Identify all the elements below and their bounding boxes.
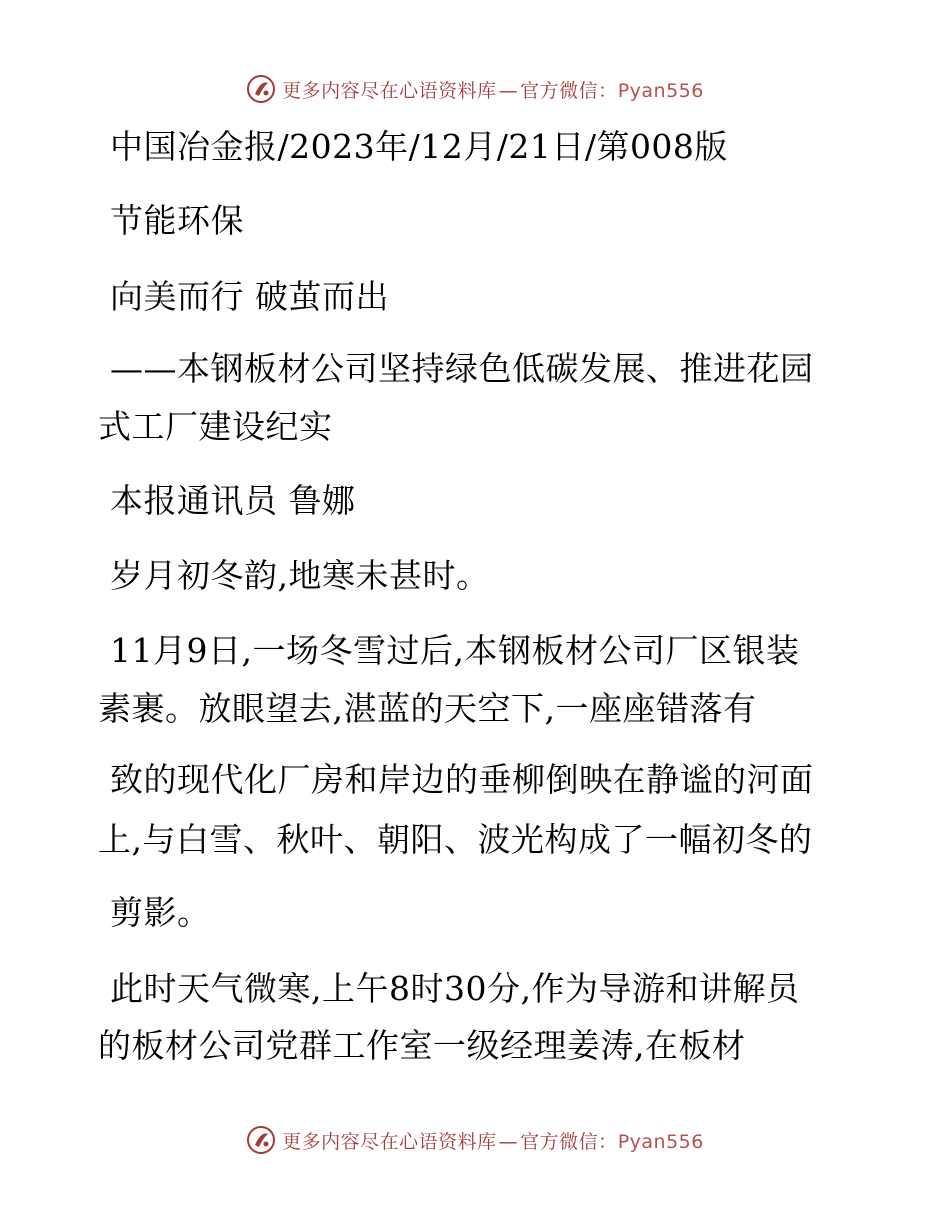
watermark-contact-id: Pyan556 <box>617 1130 704 1153</box>
paragraph-2-line-1: 11月9日,一场冬雪过后,本钢板材公司厂区银装 <box>110 631 800 670</box>
watermark-contact-id: Pyan556 <box>617 79 704 102</box>
article-section: 节能环保 <box>110 201 244 240</box>
article-subheadline-line-2: 式工厂建设纪实 <box>98 407 333 446</box>
paragraph-3-line-3: 剪影。 <box>110 893 211 932</box>
paragraph-3-line-1: 致的现代化厂房和岸边的垂柳倒映在静谧的河面 <box>110 760 814 799</box>
paragraph-4-line-1: 此时天气微寒,上午8时30分,作为导游和讲解员 <box>110 969 800 1008</box>
paragraph-4-line-2: 的板材公司党群工作室一级经理姜涛,在板材 <box>98 1026 746 1065</box>
watermark-contact-label: 官方微信： <box>520 79 618 102</box>
article-headline: 向美而行 破茧而出 <box>110 277 389 316</box>
article-byline: 本报通讯员 鲁娜 <box>110 481 356 520</box>
article-subheadline-line-1: ——本钢板材公司坚持绿色低碳发展、推进花园 <box>110 349 814 388</box>
paragraph-1: 岁月初冬韵,地寒未甚时。 <box>110 556 490 595</box>
watermark-contact-label: 官方微信： <box>520 1130 618 1153</box>
watermark-separator: — <box>498 79 519 102</box>
paragraph-3-line-2: 上,与白雪、秋叶、朝阳、波光构成了一幅初冬的 <box>98 820 813 859</box>
watermark-text <box>282 1127 704 1154</box>
watermark-brand: 更多内容尽在心语资料库 <box>282 79 497 102</box>
paragraph-2-line-2: 素裹。放眼望去,湛蓝的天空下,一座座错落有 <box>98 689 757 728</box>
watermark-separator: — <box>498 1130 519 1153</box>
watermark-brand: 更多内容尽在心语资料库 <box>282 1130 497 1153</box>
footer-watermark <box>0 1120 950 1160</box>
article-source: 中国冶金报/2023年/12月/21日/第008版 <box>110 127 728 166</box>
seal-logo-icon <box>246 1125 276 1155</box>
